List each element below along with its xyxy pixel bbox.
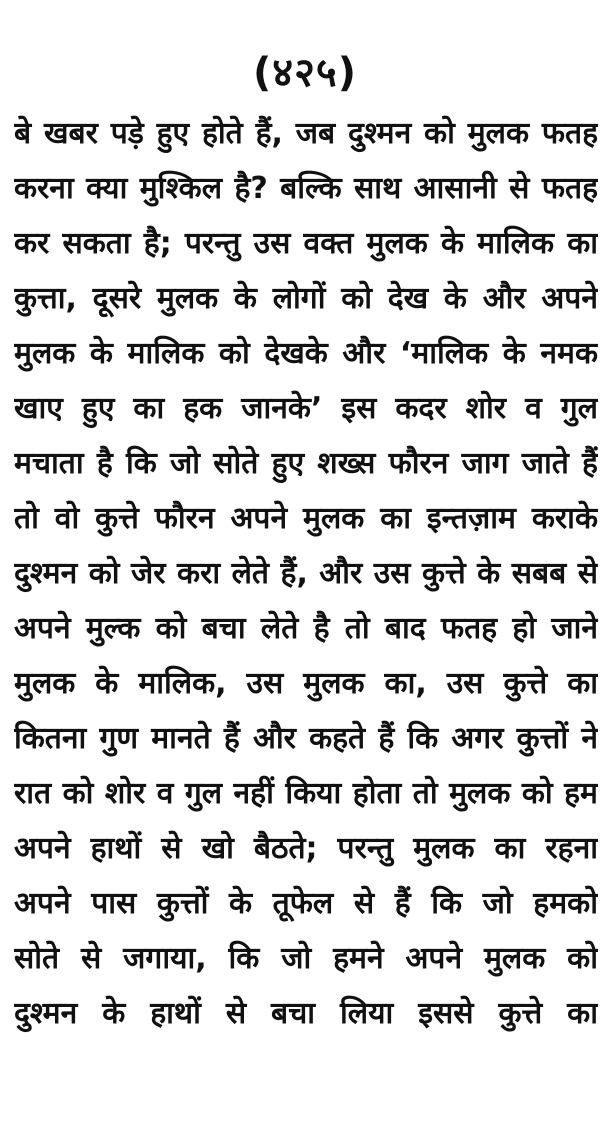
- text-line-1: बे खबर पड़े हुए होते हैं, जब दुश्मन को मुलक फतह: [14, 116, 598, 151]
- text-line-9: दुश्मन को जेर करा लेते हैं, और उस कुत्ते के सबब से: [14, 556, 598, 591]
- text-line-15: अपने पास कुत्तों के तूफेल से हैं कि जो हमको: [14, 886, 598, 921]
- text-line-4: कुत्ता, दूसरे मुलक के लोगों को देख के और अपने: [14, 281, 598, 316]
- text-line-16: सोते से जगाया, कि जो हमने अपने मुलक को: [14, 941, 598, 976]
- text-line-5: मुलक के मालिक को देखके और ‘मालिक के नमक: [14, 336, 598, 371]
- text-line-2: करना क्या मुश्किल है? बल्कि साथ आसानी से फतह: [14, 171, 598, 206]
- text-line-6: खाए हुए का हक जानके’ इस कदर शोर व गुल: [14, 391, 598, 426]
- page-number: (४२५): [253, 50, 357, 96]
- text-line-8: तो वो कुत्ते फौरन अपने मुलक का इन्तज़ाम कराके: [14, 501, 598, 536]
- body-text: [14, 106, 598, 1041]
- text-line-12: कितना गुण मानते हैं और कहते हैं कि अगर कुत्तों ने: [14, 721, 598, 756]
- text-line-13: रात को शोर व गुल नहीं किया होता तो मुलक को हम: [14, 776, 598, 811]
- text-line-10: अपने मुल्क को बचा लेते है तो बाद फतह हो जाने: [14, 611, 598, 646]
- text-line-11: मुलक के मालिक, उस मुलक का, उस कुत्ते का: [14, 666, 598, 701]
- text-line-3: कर सकता है; परन्तु उस वक्त मुलक के मालिक का: [14, 226, 598, 261]
- text-line-7: मचाता है कि जो सोते हुए शख्स फौरन जाग जाते हैं: [14, 446, 598, 481]
- text-line-17: दुश्मन के हाथों से बचा लिया इससे कुत्ते का: [14, 996, 598, 1031]
- text-line-14: अपने हाथों से खो बैठते; परन्तु मुलक का रहना: [14, 831, 598, 866]
